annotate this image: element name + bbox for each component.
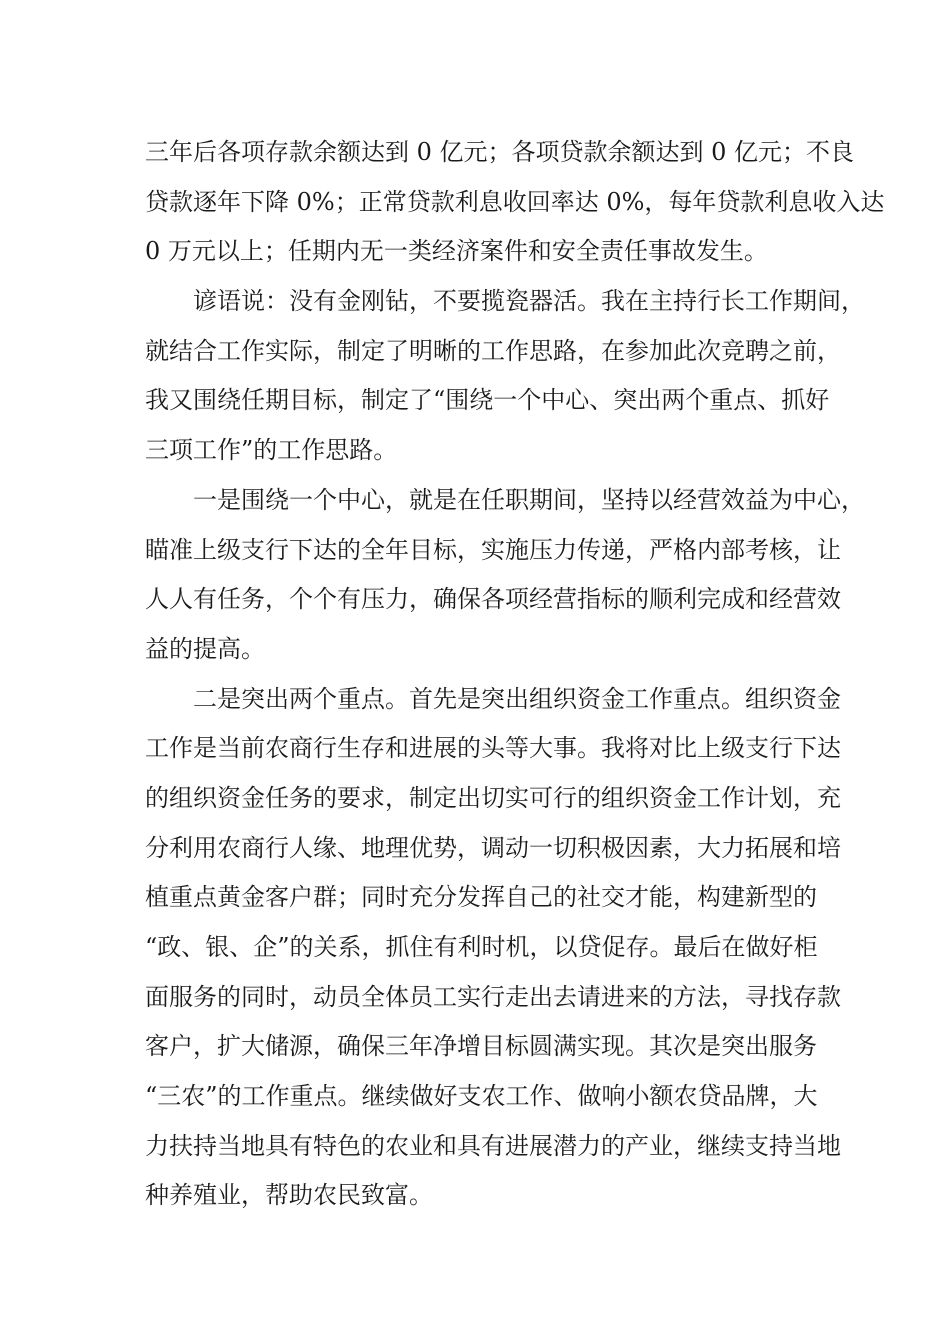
text-line: “政、银、企”的关系，抓住有利时机，以贷促存。最后在做好柜 <box>145 933 818 961</box>
text-line: 种养殖业，帮助农民致富。 <box>145 1181 433 1210</box>
text-line: 二是突出两个重点。首先是突出组织资金工作重点。组织资金 <box>193 684 841 713</box>
text-line: 瞄准上级支行下达的全年目标，实施压力传递，严格内部考核，让 <box>145 535 841 564</box>
text-line: “三农”的工作重点。继续做好支农工作、做响小额农贷品牌，大 <box>145 1082 818 1111</box>
text-line: 分利用农商行人缘、地理优势，调动一切积极因素，大力拓展和培 <box>145 833 841 862</box>
text-line: 力扶持当地具有特色的农业和具有进展潜力的产业，继续支持当地 <box>145 1131 841 1160</box>
text-line: 的组织资金任务的要求，制定出切实可行的组织资金工作计划，充 <box>145 783 841 812</box>
text-line: 工作是当前农商行生存和进展的头等大事。我将对比上级支行下达 <box>145 734 841 763</box>
text-line: 面服务的同时，动员全体员工实行走出去请进来的方法，寻找存款 <box>145 982 841 1011</box>
text-line: 谚语说：没有金刚钻，不要揽瓷器活。我在主持行长工作期间， <box>193 287 865 316</box>
text-line: 我又围绕任期目标，制定了“围绕一个中心、突出两个重点、抓好 <box>145 386 830 415</box>
text-line: 植重点黄金客户群；同时充分发挥自己的社交才能，构建新型的 <box>145 883 817 912</box>
text-line: 三项工作”的工作思路。 <box>145 436 398 465</box>
text-line: 一是围绕一个中心，就是在任职期间，坚持以经营效益为中心， <box>193 485 865 514</box>
text-line: 客户，扩大储源，确保三年净增目标圆满实现。其次是突出服务 <box>145 1032 817 1061</box>
text-line: 就结合工作实际，制定了明晰的工作思路，在参加此次竞聘之前， <box>145 336 841 365</box>
text-line: 贷款逐年下降 0%；正常贷款利息收回率达 0%，每年贷款利息收入达 <box>145 187 885 216</box>
text-line: 三年后各项存款余额达到 0 亿元；各项贷款余额达到 0 亿元；不良 <box>145 138 855 166</box>
text-line: 益的提高。 <box>145 634 265 663</box>
text-line: 人人有任务，个个有压力，确保各项经营指标的顺利完成和经营效 <box>145 585 841 614</box>
text-line: 0 万元以上；任期内无一类经济案件和安全责任事故发生。 <box>145 237 768 266</box>
document-body <box>145 128 885 1221</box>
